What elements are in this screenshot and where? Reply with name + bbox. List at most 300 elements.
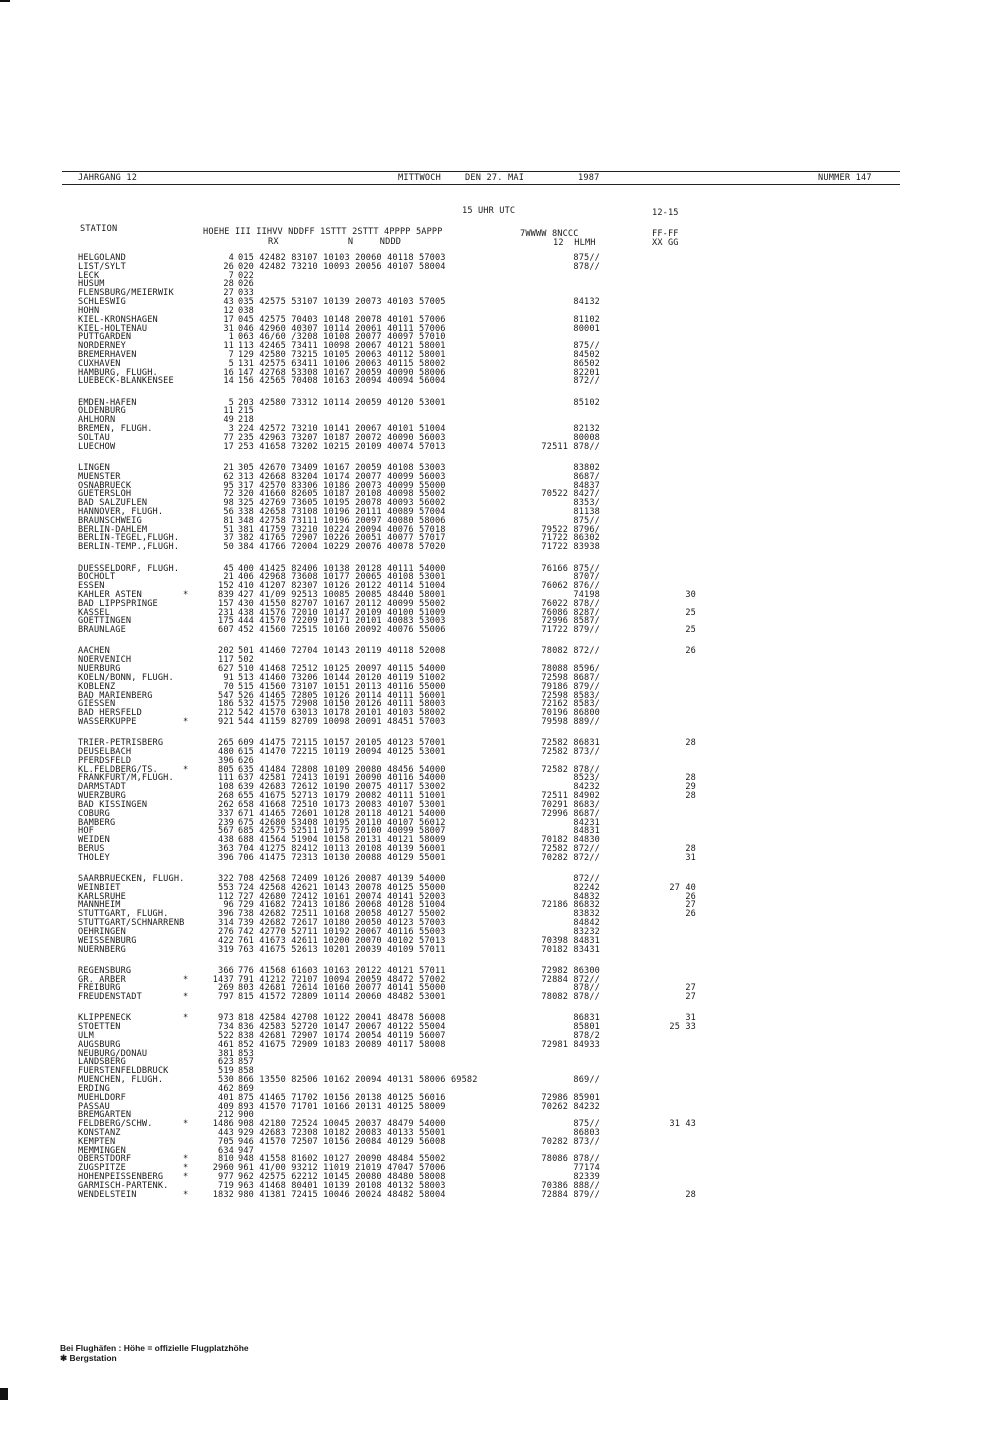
mountain-marker: * [183, 1013, 189, 1024]
station-name: GR. ARBER [78, 974, 126, 985]
synop-code: 962 42575 62212 10145 20080 48480 58008 [238, 1172, 446, 1182]
weather-column-header: 7WWWW 8NCCC [520, 229, 579, 239]
synop-code: 961 41/00 93212 11019 21019 47047 57006 [238, 1163, 446, 1174]
station-name: BAD SALZUFLEN [78, 498, 148, 509]
synop-code: 963 41468 80401 10139 20108 40132 58003 [238, 1180, 446, 1191]
station-height: 2960 [212, 1163, 234, 1174]
station-height: 157 [218, 598, 234, 609]
station-name: WEINBIET [78, 882, 121, 893]
weather-code: 72598 8687/ [541, 672, 600, 683]
station-height: 14 [223, 376, 234, 387]
weather-code: 72162 8583/ [541, 699, 600, 710]
synop-code: 501 41460 72704 10143 20119 40118 52008 [238, 646, 446, 657]
synop-code: 875 41465 71702 10156 20138 40125 56016 [238, 1092, 446, 1103]
mountain-marker: * [183, 1154, 189, 1165]
mountain-marker: * [183, 992, 189, 1003]
station-name: MEMMINGEN [78, 1145, 126, 1156]
station-height: 37 [223, 533, 234, 544]
station-name: PFERDSFELD [78, 755, 132, 766]
wind-gust: 28 [685, 1189, 696, 1200]
synop-code: 406 42968 73608 10177 20065 40108 53001 [238, 572, 446, 583]
station-height: 186 [218, 699, 234, 710]
station-height: 49 [223, 415, 234, 426]
synop-code: 045 42575 70403 10148 20078 40101 57006 [238, 314, 446, 325]
station-name: ERDING [78, 1083, 110, 1094]
mountain-marker: * [183, 1189, 189, 1200]
station-height: 202 [218, 646, 234, 657]
station-height: 111 [218, 773, 234, 784]
station-height: 480 [218, 746, 234, 757]
synop-code: 929 42683 72308 10182 20083 40133 55001 [238, 1127, 446, 1138]
weather-code: 72884 872// [541, 974, 600, 985]
synop-code: 655 41675 52713 10179 20082 40111 51001 [238, 791, 446, 801]
synop-code: 763 41675 52613 10201 20039 40109 57011 [238, 944, 446, 955]
station-height: 973 [218, 1013, 234, 1024]
station-name: PASSAU [78, 1101, 110, 1112]
synop-code: 639 42683 72612 10190 20075 40117 53002 [238, 782, 446, 793]
synop-code: 338 42658 73108 10196 20111 40089 57004 [238, 507, 446, 517]
station-name: KARLSRUHE [78, 891, 126, 902]
issue-number: NUMMER 147 [818, 173, 872, 183]
mountain-marker: * [183, 1119, 189, 1130]
station-height: 1486 [212, 1119, 234, 1130]
weather-code: 70291 8683/ [541, 799, 600, 810]
footnote-mountain: ✱ Bergstation [60, 1353, 117, 1363]
weather-code: 72981 84933 [541, 1039, 600, 1050]
station-height: 1832 [212, 1189, 234, 1200]
station-name: KEMPTEN [78, 1136, 116, 1147]
station-height: 1 [228, 332, 234, 343]
station-row [0, 945, 1000, 955]
station-height: 11 [223, 341, 234, 352]
station-height: 21 [223, 572, 234, 583]
weather-code: 72582 878// [541, 764, 600, 775]
synop-code: 704 41275 82412 10113 20108 40139 56001 [238, 843, 446, 854]
station-height: 567 [218, 826, 234, 837]
station-name: WASSERKUPPE [78, 716, 137, 727]
weather-code: 80001 [573, 323, 600, 334]
station-name: BAMBERG [78, 817, 116, 828]
station-name: BREMERHAVEN [78, 350, 137, 360]
weather-code: 869// [573, 1075, 600, 1085]
code-column-subheader: RX N NDDD [268, 237, 402, 247]
wind-gust: 25 33 [669, 1022, 696, 1033]
synop-code: 513 41460 73206 10144 20120 40119 51002 [238, 672, 446, 683]
station-name: AUGSBURG [78, 1039, 121, 1050]
weather-code: 72511 84902 [541, 791, 600, 801]
station-height: 401 [218, 1092, 234, 1103]
weather-code: 8523/ [573, 773, 600, 784]
station-name: OSNABRUECK [78, 480, 132, 491]
station-name: GIESSEN [78, 699, 116, 710]
weather-column-subheader: 12 HLMH [553, 238, 596, 248]
station-name: DEUSELBACH [78, 746, 132, 757]
weather-code: 872// [573, 376, 600, 387]
weather-code: 72598 8583/ [541, 690, 600, 701]
volume-label: JAHRGANG 12 [78, 173, 138, 183]
station-height: 1437 [212, 974, 234, 985]
station-height: 607 [218, 625, 234, 636]
station-height: 98 [223, 498, 234, 509]
weather-code: 72996 8587/ [541, 616, 600, 627]
station-height: 977 [218, 1172, 234, 1182]
station-row [0, 717, 1000, 727]
wind-gust: 31 [685, 852, 696, 863]
station-name: BREMGARTEN [78, 1110, 132, 1121]
station-name: COBURG [78, 808, 110, 819]
synop-code: 615 41470 72215 10119 20094 40125 53001 [238, 746, 446, 757]
station-height: 462 [218, 1083, 234, 1094]
weather-code: 875// [573, 515, 600, 526]
station-height: 31 [223, 323, 234, 334]
station-row [0, 625, 1000, 635]
synop-code: 742 42770 52711 10192 20067 40116 55003 [238, 926, 446, 937]
synop-code: 218 [238, 415, 254, 426]
synop-code: 739 42682 72617 10180 20050 40123 57003 [238, 918, 446, 928]
weather-code: 76166 875// [541, 563, 600, 574]
station-height: 547 [218, 690, 234, 701]
station-name: STUTTGART/SCHNARRENB [78, 918, 185, 928]
synop-code: 515 41560 73107 10151 20113 40116 55000 [238, 681, 446, 692]
synop-code: 384 41766 72004 10229 20076 40078 57020 [238, 542, 446, 553]
station-height: 381 [218, 1048, 234, 1059]
synop-code: 063 46/60 /3208 10108 20077 40097 57010 [238, 332, 446, 343]
synop-code: 253 41658 73202 10215 20109 40074 57013 [238, 441, 446, 452]
code-column-header: HOEHE III IIHVV NDDFF 1STTT 2STTT 4PPPP 5APPP [203, 227, 443, 237]
station-height: 7 [228, 270, 234, 281]
station-name: REGENSBURG [78, 965, 132, 976]
date-label: DEN 27. MAI [465, 173, 525, 183]
station-height: 231 [218, 607, 234, 618]
station-name: LUECHOW [78, 441, 116, 452]
synop-code: 803 42681 72614 10160 20077 40141 55000 [238, 983, 446, 994]
station-name: HOF [78, 826, 94, 837]
synop-code: 818 42584 42708 10122 20041 48478 56008 [238, 1013, 446, 1024]
station-name: SOLTAU [78, 432, 110, 443]
station-name: BERLIN-TEMP.,FLUGH. [78, 542, 180, 553]
station-height: 77 [223, 432, 234, 443]
synop-code: 035 42575 53107 10139 20073 40103 57005 [238, 297, 446, 308]
weather-code: 77174 [573, 1163, 600, 1174]
mountain-marker: * [183, 589, 189, 600]
station-height: 175 [218, 616, 234, 627]
station-height: 56 [223, 507, 234, 517]
weather-code: 71722 879// [541, 625, 600, 636]
synop-code: 948 41558 81602 10127 20090 48484 55002 [238, 1154, 446, 1165]
synop-code: 708 42568 72409 10126 20087 40139 54000 [238, 873, 446, 884]
footnote-airport: Bei Flughäfen : Höhe = offizielle Flugplatzhöhe [60, 1343, 249, 1353]
weather-code: 81138 [573, 507, 600, 517]
weather-code: 878// [573, 983, 600, 994]
synop-code: 020 42482 73210 10093 20056 40107 58004 [238, 261, 446, 272]
station-name: DUESSELDORF, FLUGH. [78, 563, 180, 574]
synop-code: 305 42670 73409 10167 20059 40108 53003 [238, 462, 446, 473]
weather-code: 86803 [573, 1127, 600, 1138]
synop-code: 510 41468 72512 10125 20097 40115 54000 [238, 664, 446, 674]
synop-code: 706 41475 72313 10130 20088 40129 55001 [238, 852, 446, 863]
station-name: BAD LIPPSPRINGE [78, 598, 158, 609]
station-name: MUENSTER [78, 471, 121, 482]
station-height: 553 [218, 882, 234, 893]
station-name: WENDELSTEIN [78, 1189, 137, 1200]
weather-code: 84232 [573, 782, 600, 793]
station-name: HELGOLAND [78, 253, 126, 263]
station-height: 265 [218, 738, 234, 749]
synop-code: 776 41568 61603 10163 20122 40121 57011 [238, 965, 446, 976]
station-row [0, 1190, 1000, 1200]
weather-code: 82339 [573, 1172, 600, 1182]
synop-code: 893 41570 71701 10166 20131 40125 58009 [238, 1101, 446, 1112]
weather-code: 8353/ [573, 498, 600, 509]
station-name: BERLIN-DAHLEM [78, 524, 148, 535]
weather-code: 71722 83938 [541, 542, 600, 553]
weather-code: 70196 86800 [541, 708, 600, 719]
synop-code: 609 41475 72115 10157 20105 40123 57001 [238, 738, 446, 749]
weather-code: 84231 [573, 817, 600, 828]
station-name: NUERBURG [78, 664, 121, 674]
range-header: 12-15 [652, 208, 679, 218]
station-name: HOHN [78, 305, 100, 316]
station-height: 50 [223, 542, 234, 553]
mountain-marker: * [183, 1172, 189, 1182]
synop-code: 147 42768 53308 10167 20059 40090 58006 [238, 367, 446, 378]
station-height: 530 [218, 1075, 234, 1085]
station-height: 5 [228, 397, 234, 408]
station-name: LECK [78, 270, 100, 281]
wind-gust: 25 [685, 607, 696, 618]
weather-code: 70282 873// [541, 1136, 600, 1147]
station-height: 91 [223, 672, 234, 683]
station-height: 17 [223, 314, 234, 325]
station-name: EMDEN-HAFEN [78, 397, 137, 408]
station-name: FRANKFURT/M,FLUGH. [78, 773, 174, 784]
synop-code: 444 41570 72209 10171 20101 40083 53003 [238, 616, 446, 627]
weather-code: 76022 878// [541, 598, 600, 609]
station-name: KAHLER ASTEN [78, 589, 142, 600]
weather-code: 74198 [573, 589, 600, 600]
station-height: 21 [223, 462, 234, 473]
synop-code: 658 41668 72510 10173 20083 40107 53001 [238, 799, 446, 810]
station-name: FREIBURG [78, 983, 121, 994]
station-name: ULM [78, 1031, 94, 1041]
station-name: SAARBRUECKEN, FLUGH. [78, 873, 185, 884]
station-name: BAD HERSFELD [78, 708, 142, 719]
weather-code: 70182 84830 [541, 835, 600, 846]
station-height: 319 [218, 944, 234, 955]
station-height: 314 [218, 918, 234, 928]
weather-code: 79598 889// [541, 716, 600, 727]
synop-code: 729 41682 72413 10186 20068 40128 51004 [238, 900, 446, 911]
weather-code: 86502 [573, 358, 600, 369]
station-height: 4 [228, 253, 234, 263]
station-name: FLENSBURG/MEIERWIK [78, 288, 174, 299]
synop-code: 046 42960 40307 10114 20061 40111 57006 [238, 323, 446, 334]
weather-code: 72186 86832 [541, 900, 600, 911]
wind-gust: 28 [685, 791, 696, 801]
station-height: 45 [223, 563, 234, 574]
weather-code: 84842 [573, 918, 600, 928]
weather-code: 80008 [573, 432, 600, 443]
weather-code: 70262 84232 [541, 1101, 600, 1112]
weather-code: 82132 [573, 424, 600, 435]
synop-code: 815 41572 72809 10114 20060 48482 53001 [238, 992, 446, 1003]
synop-code: 738 42682 72511 10168 20058 40127 55002 [238, 909, 446, 920]
wind-gust: 31 [685, 1013, 696, 1024]
station-name: HOHENPEISSENBERG [78, 1172, 164, 1182]
station-name: HUSUM [78, 279, 105, 290]
station-height: 522 [218, 1031, 234, 1041]
station-name: KL.FELDBERG/TS. [78, 764, 158, 775]
weather-code: 872// [573, 873, 600, 884]
synop-code: 452 41560 72515 10160 20092 40076 55006 [238, 625, 446, 636]
synop-code: 853 [238, 1048, 254, 1059]
station-height: 438 [218, 835, 234, 846]
station-height: 705 [218, 1136, 234, 1147]
weather-code: 84832 [573, 891, 600, 902]
synop-code: 129 42580 73215 10105 20063 40112 58001 [238, 350, 446, 360]
synop-code: 203 42580 73312 10114 20059 40120 53001 [238, 397, 446, 408]
synop-code: 235 42963 73207 10187 20072 40090 56003 [238, 432, 446, 443]
weather-code: 76062 876// [541, 581, 600, 592]
weather-code: 83232 [573, 926, 600, 937]
synop-code: 685 42575 52511 10175 20100 40099 58007 [238, 826, 446, 837]
station-height: 921 [218, 716, 234, 727]
synop-code: 947 [238, 1145, 254, 1156]
scan-mark [0, 1388, 8, 1400]
wind-gust: 29 [685, 782, 696, 793]
station-height: 5 [228, 358, 234, 369]
weather-code: 72996 8687/ [541, 808, 600, 819]
station-name: THOLEY [78, 852, 110, 863]
weather-code: 70182 83431 [541, 944, 600, 955]
station-name: DARMSTADT [78, 782, 126, 793]
station-name: BAD KISSINGEN [78, 799, 148, 810]
weather-code: 72986 85901 [541, 1092, 600, 1103]
wind-column-header: FF-FF [652, 229, 679, 239]
station-height: 81 [223, 515, 234, 526]
station-column-header: STATION [80, 224, 118, 234]
weather-code: 72582 873// [541, 746, 600, 757]
synop-code: 671 41465 72601 10128 20118 40121 54000 [238, 808, 446, 819]
station-height: 16 [223, 367, 234, 378]
station-height: 719 [218, 1180, 234, 1191]
station-height: 28 [223, 279, 234, 290]
wind-gust: 27 [685, 900, 696, 911]
station-height: 26 [223, 261, 234, 272]
station-name: GOETTINGEN [78, 616, 132, 627]
station-height: 239 [218, 817, 234, 828]
station-name: KONSTANZ [78, 1127, 121, 1138]
station-name: ESSEN [78, 581, 105, 592]
station-height: 262 [218, 799, 234, 810]
station-name: BAD MARIENBERG [78, 690, 153, 701]
station-name: KLIPPENECK [78, 1013, 132, 1024]
weather-code: 875// [573, 253, 600, 263]
station-name: FELDBERG/SCHW. [78, 1119, 153, 1130]
synop-code: 626 [238, 755, 254, 766]
synop-code: 727 42680 72412 10161 20074 40141 52003 [238, 891, 446, 902]
synop-code: 400 41425 82406 10138 20128 40111 54000 [238, 563, 446, 574]
station-height: 117 [218, 655, 234, 666]
station-height: 396 [218, 909, 234, 920]
weather-code: 76086 8287/ [541, 607, 600, 618]
station-height: 72 [223, 489, 234, 500]
synop-code: 427 41/09 92513 10085 20085 48440 58001 [238, 589, 446, 600]
station-name: MUENCHEN, FLUGH. [78, 1075, 164, 1085]
station-name: WUERZBURG [78, 791, 126, 801]
station-name: NOERVENICH [78, 655, 132, 666]
synop-code: 857 [238, 1057, 254, 1068]
station-name: FUERSTENFELDBRUCK [78, 1066, 169, 1077]
synop-code: 313 42668 83204 10174 20077 40099 56003 [238, 471, 446, 482]
station-name: KASSEL [78, 607, 110, 618]
synop-code: 526 41465 72805 10126 20114 40111 56001 [238, 690, 446, 701]
weekday-label: MITTWOCH [398, 173, 441, 183]
station-height: 409 [218, 1101, 234, 1112]
weather-code: 878/2 [573, 1031, 600, 1041]
station-name: BERUS [78, 843, 105, 854]
station-name: ZUGSPITZE [78, 1163, 126, 1174]
station-height: 96 [223, 900, 234, 911]
synop-code: 532 41575 72908 10150 20126 40111 58003 [238, 699, 446, 710]
wind-gust: 27 40 [669, 882, 696, 893]
weather-code: 72982 86300 [541, 965, 600, 976]
station-height: 634 [218, 1145, 234, 1156]
wind-gust: 28 [685, 738, 696, 749]
station-height: 363 [218, 843, 234, 854]
wind-gust: 25 [685, 625, 696, 636]
synop-code: 761 41673 42611 10200 20070 40102 57013 [238, 935, 446, 946]
synop-code: 113 42465 73411 10098 20067 40121 58001 [238, 341, 446, 352]
synop-code: 836 42583 52720 10147 20067 40122 55004 [238, 1022, 446, 1033]
station-name: KOBLENZ [78, 681, 116, 692]
station-name: HAMBURG, FLUGH. [78, 367, 158, 378]
station-name: AACHEN [78, 646, 110, 657]
station-name: PUTTGARDEN [78, 332, 132, 343]
synop-code: 038 [238, 305, 254, 316]
station-height: 62 [223, 471, 234, 482]
mountain-marker: * [183, 764, 189, 775]
weather-code: 70398 84831 [541, 935, 600, 946]
year-label: 1987 [578, 173, 600, 183]
weather-code: 8707/ [573, 572, 600, 583]
synop-code: 224 42572 73210 10141 20067 40101 51004 [238, 424, 446, 435]
synop-code: 544 41159 82709 10098 20091 48451 57003 [238, 716, 446, 727]
weather-code: 70282 872// [541, 852, 600, 863]
station-name: STUTTGART, FLUGH. [78, 909, 169, 920]
weather-code: 72582 86831 [541, 738, 600, 749]
station-height: 810 [218, 1154, 234, 1165]
synop-code: 131 42575 63411 10106 20063 40115 58002 [238, 358, 446, 369]
observation-time: 15 UHR UTC [462, 206, 516, 216]
station-name: CUXHAVEN [78, 358, 121, 369]
weather-code: 86831 [573, 1013, 600, 1024]
synop-code: 838 42681 72907 10174 20054 40119 56007 [238, 1031, 446, 1041]
wind-gust: 28 [685, 843, 696, 854]
station-height: 805 [218, 764, 234, 775]
station-height: 461 [218, 1039, 234, 1050]
wind-gust: 26 [685, 646, 696, 657]
station-name: OBERSTDORF [78, 1154, 132, 1165]
synop-code: 908 42180 72524 10045 20037 48479 54000 [238, 1119, 446, 1130]
station-height: 322 [218, 873, 234, 884]
weather-code: 72511 878// [541, 441, 600, 452]
mountain-marker: * [183, 974, 189, 985]
station-name: OLDENBURG [78, 406, 126, 417]
synop-code: 542 41570 63013 10178 20101 40103 58002 [238, 708, 446, 719]
station-height: 422 [218, 935, 234, 946]
station-name: GUETERSLOH [78, 489, 132, 500]
